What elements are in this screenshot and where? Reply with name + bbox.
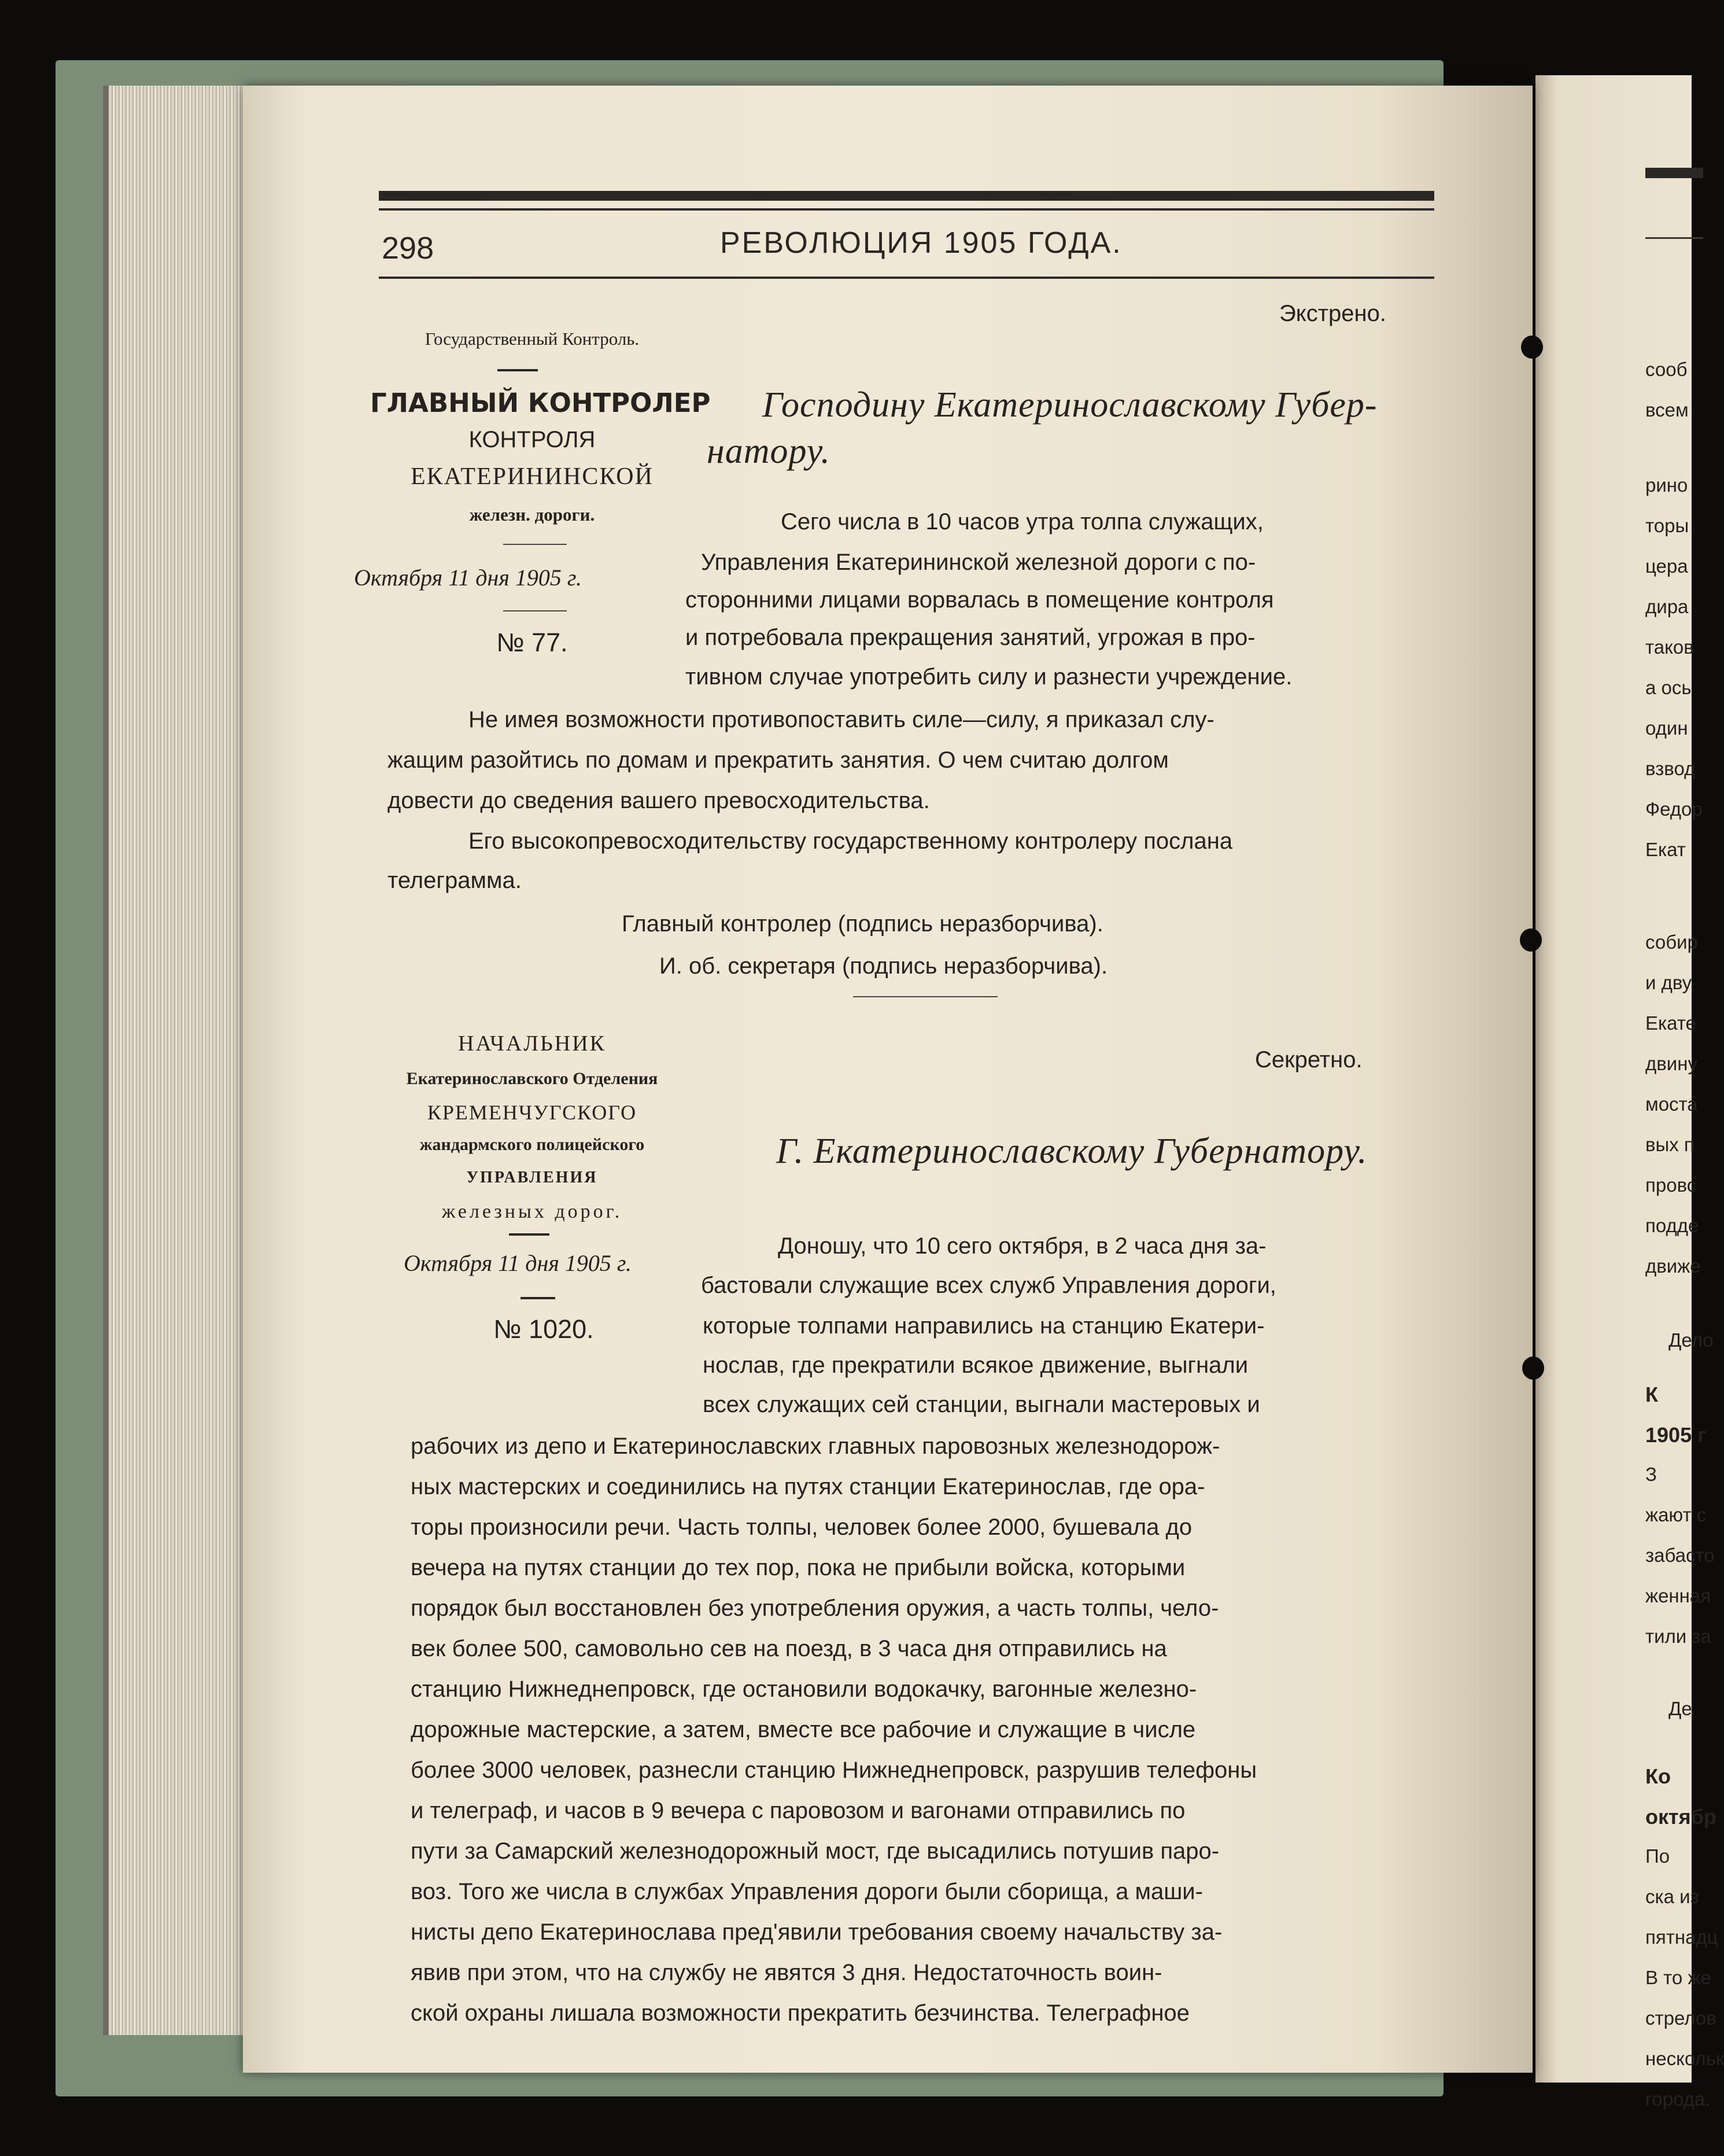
next-page-line: а ось: [1645, 677, 1692, 698]
doc1-line: тивном случае употребить силу и разнести учреждение.: [685, 664, 1293, 690]
doc1-sender-title-4: железн. дороги.: [469, 504, 595, 525]
next-page-line: Екат: [1645, 839, 1686, 860]
doc2-line: и телеграф, и часов в 9 вечера с паровозом и вагонами отправились по: [411, 1798, 1186, 1823]
doc2-line: торы произносили речи. Часть толпы, человек более 2000, бушевала до: [411, 1514, 1193, 1540]
doc2-line: бастовали служащие всех служб Управления дороги,: [701, 1273, 1276, 1298]
next-page-line: жают с: [1645, 1504, 1707, 1525]
doc2-sender-3: КРЕМЕНЧУГСКОГО: [427, 1101, 637, 1124]
doc2-dash-1: [509, 1233, 549, 1236]
doc1-sender-title-2: КОНТРОЛЯ: [468, 427, 596, 452]
next-page-line: Дело: [1668, 1329, 1714, 1351]
next-page-line: провс: [1645, 1174, 1697, 1196]
doc2-date: Октября 11 дня 1905 г.: [404, 1250, 632, 1276]
header-rule-thick: [379, 191, 1434, 201]
next-page-line: цера: [1645, 555, 1688, 577]
doc2-line: явив при этом, что на службу не явятся 3 дня. Недостаточность воин-: [411, 1960, 1162, 1985]
doc1-sender-org: Государственный Контроль.: [424, 329, 640, 349]
next-page-line: собир: [1645, 931, 1698, 953]
doc2-sender-1: НАЧАЛЬНИК: [457, 1031, 607, 1056]
doc2-sender-2: Екатеринославского Отделения: [406, 1069, 658, 1088]
doc1-signature-2: И. об. секретаря (подпись неразборчива).: [659, 953, 1108, 979]
doc1-sender-title-3: ЕКАТЕРИНИНСКОЙ: [411, 463, 654, 490]
doc2-line: порядок был восстановлен без употребления оружия, а часть толпы, чело-: [411, 1595, 1219, 1621]
doc2-sender-6: железных дорог.: [441, 1201, 623, 1222]
doc1-line: Управления Екатерининской железной дороги с по-: [701, 550, 1256, 575]
next-page-line: Екате: [1645, 1012, 1696, 1034]
doc1-line: довести до сведения вашего превосходительства.: [387, 788, 930, 813]
next-page-line: пятнадц: [1645, 1926, 1718, 1948]
next-page-line: города.: [1645, 2088, 1711, 2110]
doc1-line: Его высокопревосходительству государственному контролеру послана: [468, 828, 1233, 854]
next-page-line: взвод: [1645, 758, 1696, 779]
doc2-line: которые толпами направились на станцию Екатери-: [703, 1313, 1265, 1339]
next-page-line: Де: [1668, 1698, 1692, 1719]
next-page-line: двину: [1645, 1053, 1697, 1074]
next-page-line: забасто: [1645, 1545, 1715, 1566]
doc1-signature-1: Главный контролер (подпись неразборчива).: [622, 911, 1103, 937]
doc1-date: Октября 11 дня 1905 г.: [354, 565, 582, 591]
doc1-urgency: Экстрено.: [1279, 301, 1386, 326]
next-page-line: и дву: [1645, 972, 1692, 993]
doc2-classification: Секретно.: [1255, 1047, 1363, 1073]
next-page-line: вых п: [1645, 1134, 1695, 1155]
next-page-rule-thick: [1645, 168, 1703, 178]
doc2-line: более 3000 человек, разнесли станцию Нижнеднепровск, разрушив телефоны: [411, 1757, 1257, 1783]
next-page-line: По: [1645, 1845, 1670, 1867]
next-page-line: моста: [1645, 1093, 1698, 1115]
doc2-number: № 1020.: [493, 1314, 594, 1344]
next-page-line: Ко: [1645, 1764, 1671, 1788]
doc2-line: нослав, где прекратили всякое движение, выгнали: [703, 1352, 1249, 1378]
next-page-line: З: [1645, 1464, 1657, 1485]
doc1-number: № 77.: [496, 628, 568, 657]
next-page-line: торы: [1645, 515, 1689, 536]
doc2-line: ской охраны лишала возможности прекратить безчинства. Телеграфное: [411, 2000, 1190, 2026]
next-page-line: рино: [1645, 474, 1688, 496]
doc1-line: жащим разойтись по домам и прекратить занятия. О чем считаю долгом: [387, 747, 1169, 773]
binding-tear: [1522, 1357, 1544, 1380]
doc1-sep-2: [503, 610, 567, 611]
doc1-line: Сего числа в 10 часов утра толпа служащих,: [781, 509, 1264, 535]
next-page-line: сооб: [1645, 359, 1688, 380]
doc1-line: и потребовала прекращения занятий, угрожая в про-: [685, 625, 1256, 650]
page-number: 298: [382, 231, 434, 266]
doc1-sep-1: [503, 544, 567, 545]
binding-tear: [1521, 336, 1543, 359]
doc2-dash-2: [520, 1297, 555, 1299]
doc2-line: пути за Самарский железнодорожный мост, где высадились потушив паро-: [411, 1838, 1220, 1864]
next-page-line: всем: [1645, 399, 1689, 421]
header-rule-under: [379, 277, 1434, 279]
doc2-line: нисты депо Екатеринослава пред'явили требования своему начальству за-: [411, 1919, 1223, 1945]
next-page-line: тили за: [1645, 1626, 1711, 1647]
doc1-line: Не имея возможности противопоставить силе—силу, я приказал слу-: [468, 707, 1214, 732]
next-page-line: В то же: [1645, 1967, 1711, 1988]
running-title: РЕВОЛЮЦИЯ 1905 ГОДА.: [720, 226, 1123, 260]
doc2-line: ных мастерских и соединились на путях станции Екатеринослав, где ора-: [411, 1474, 1205, 1499]
doc1-line: сторонними лицами ворвалась в помещение контроля: [685, 587, 1274, 613]
next-page-line: подде: [1645, 1215, 1699, 1236]
doc2-line: вечера на путях станции до тех пор, пока не прибыли войска, которыми: [411, 1555, 1186, 1580]
doc2-line: воз. Того же числа в службах Управления дороги были сборища, а маши-: [411, 1879, 1203, 1904]
doc2-line: станцию Нижнеднепровск, где остановили водокачку, вагонные железно-: [411, 1676, 1197, 1702]
doc1-line: телеграмма.: [387, 868, 522, 893]
next-page-line: один: [1645, 717, 1688, 739]
doc1-dash-1: [497, 369, 538, 371]
next-page-rule-thin: [1645, 237, 1703, 239]
next-page-line: дира: [1645, 596, 1689, 617]
next-page-line: ска из: [1645, 1886, 1699, 1907]
doc2-sender-4: жандармского полицейского: [419, 1135, 645, 1154]
doc2-line: рабочих из депо и Екатеринославских главных паровозных железнодорож-: [411, 1433, 1220, 1459]
next-page-line: К: [1645, 1383, 1658, 1406]
next-page-line: женная: [1645, 1585, 1711, 1606]
next-page-line: нескольк: [1645, 2048, 1724, 2069]
next-page-line: стрелов: [1645, 2007, 1716, 2029]
header-rule-thin: [379, 208, 1434, 211]
next-page-line: движе: [1645, 1255, 1701, 1277]
next-page-fragment: [1535, 75, 1724, 2110]
document-separator: [853, 996, 998, 997]
next-page-line: таков: [1645, 636, 1694, 658]
doc2-line: Доношу, что 10 сего октября, в 2 часа дня за-: [778, 1233, 1267, 1259]
doc2-line: дорожные мастерские, а затем, вместе все рабочие и служащие в числе: [411, 1717, 1196, 1742]
doc1-sender-title-1: ГЛАВНЫЙ КОНТРОЛЕР: [370, 388, 711, 418]
next-page-line: 1905 г: [1645, 1423, 1707, 1447]
doc2-line: век более 500, самовольно сев на поезд, в 3 часа дня отправились на: [411, 1636, 1167, 1661]
binding-tear: [1520, 928, 1542, 952]
doc1-addressee-line2: натору.: [707, 432, 830, 471]
next-page-line: Федор: [1645, 798, 1703, 820]
doc2-addressee: Г. Екатеринославскому Губернатору.: [776, 1132, 1368, 1171]
doc1-addressee-line1: Господину Екатеринославскому Губер-: [762, 385, 1378, 425]
next-page-line: октябр: [1645, 1805, 1716, 1829]
doc2-sender-5: УПРАВЛЕНИЯ: [466, 1169, 598, 1186]
doc2-line: всех служащих сей станции, выгнали мастеровых и: [703, 1392, 1260, 1417]
